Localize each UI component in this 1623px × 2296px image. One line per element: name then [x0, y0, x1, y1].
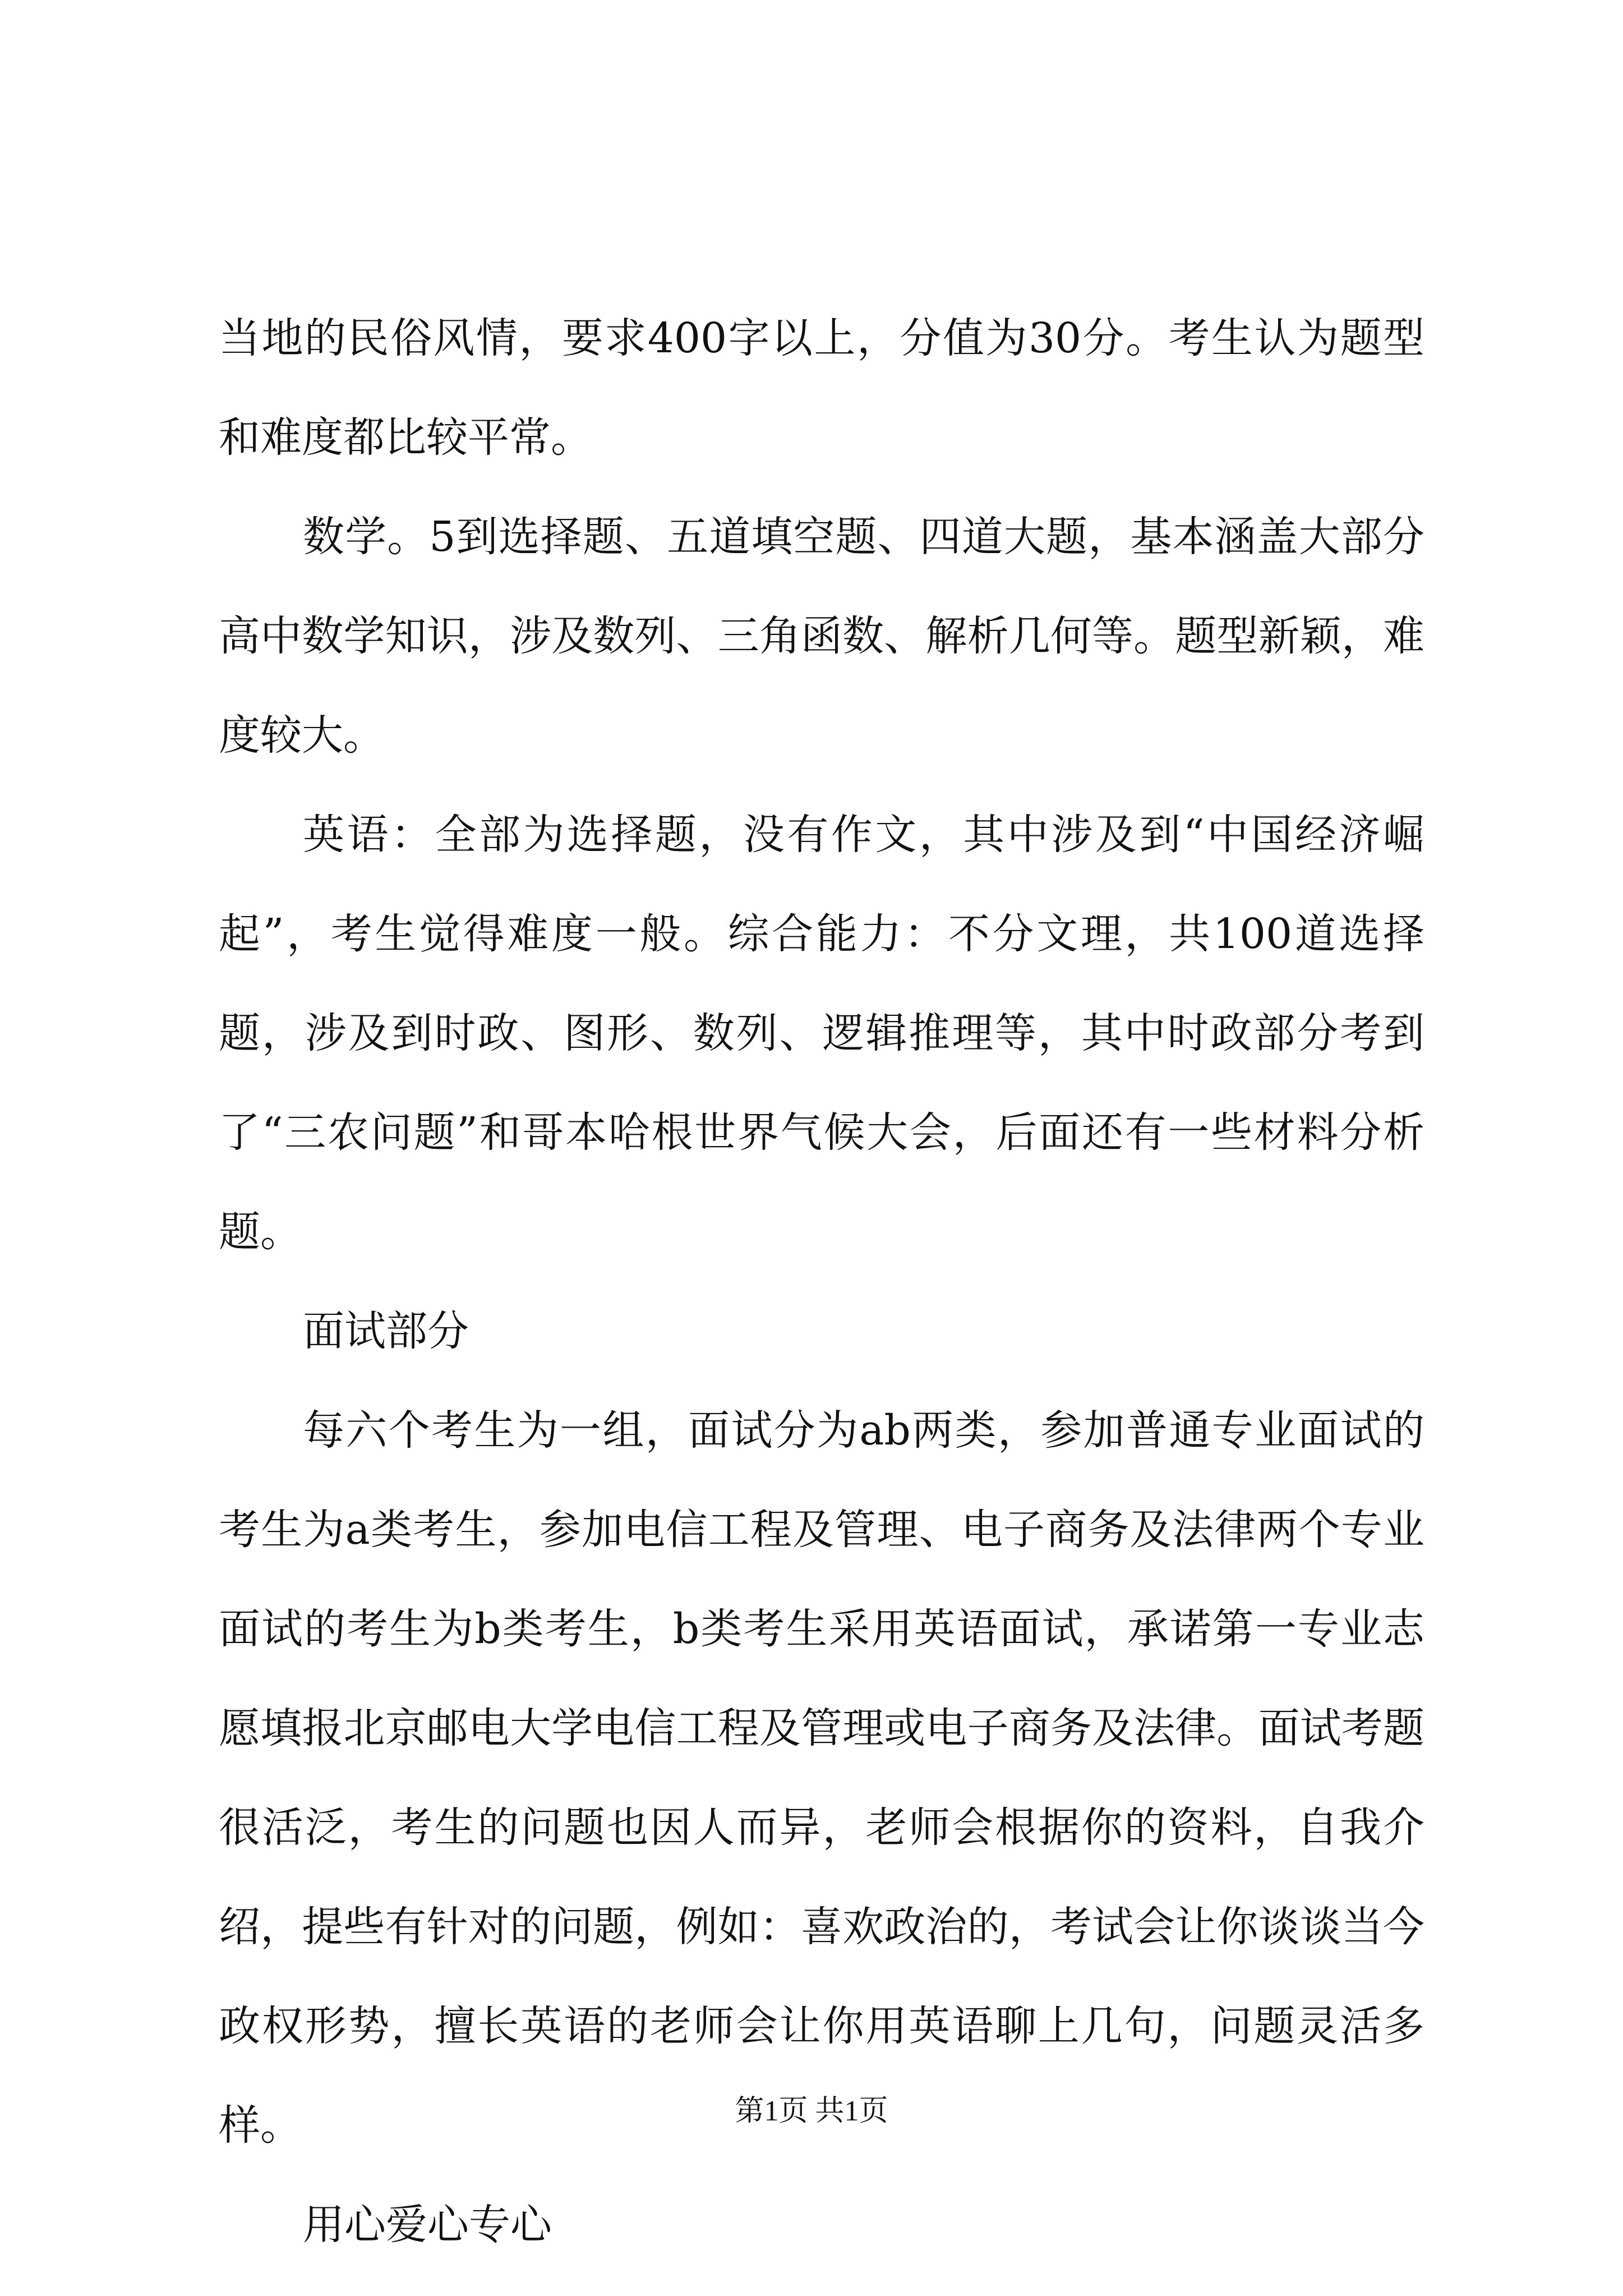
page-footer: 第1页 共1页	[735, 2095, 888, 2127]
section-heading-interview: 面试部分	[303, 1307, 469, 1355]
paragraph-math: 数学。5到选择题、五道填空题、四道大题，基本涵盖大部分高中数学知识，涉及数列、三角函数、解析几何等。题型新颖，难度较大。	[219, 513, 1424, 760]
document-body	[219, 289, 1424, 2275]
paragraph-english: 英语：全部为选择题，没有作文，其中涉及到“中国经济崛起”，考生觉得难度一般。综合能力：不分文理，共100道选择题，涉及到时政、图形、数列、逻辑推理等，其中时政部分考到了“三农问题”和哥本哈根世界气候大会，后面还有一些材料分析题。	[219, 811, 1424, 1256]
closing-line: 用心爱心专心	[303, 2201, 552, 2249]
paragraph-interview: 每六个考生为一组，面试分为ab两类，参加普通专业面试的考生为a类考生，参加电信工程及管理、电子商务及法律两个专业面试的考生为b类考生，b类考生采用英语面试，承诺第一专业志愿填报北京邮电大学电信工程及管理或电子商务及法律。面试考题很活泛，考生的问题也因人而异，老师会根据你的资料，自我介绍，提些有针对的问题，例如：喜欢政治的，考试会让你谈谈当今政权形势，擅长英语的老师会让你用英语聊上几句，问题灵活多样。	[219, 1406, 1424, 2150]
paragraph-intro: 当地的民俗风情，要求400字以上，分值为30分。考生认为题型和难度都比较平常。	[219, 314, 1424, 462]
